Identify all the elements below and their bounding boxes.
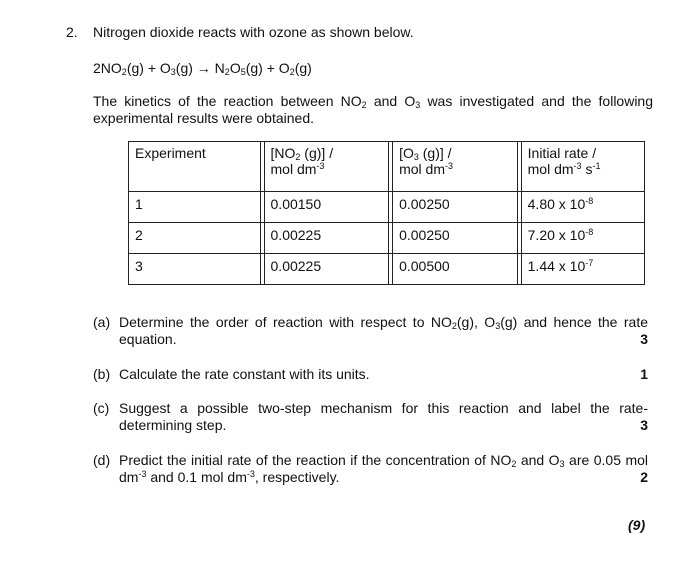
part-a-marks: 3: [640, 331, 648, 347]
cell-experiment: 3: [129, 254, 261, 285]
part-d-text: Predict the initial rate of the reaction if the concentration of $NO_2$ and $O_3$ are 0.05 mol $dm^{-3}$ and 0.1 mol $dm^{-3}$, respectively.: [119, 452, 649, 485]
part-c-label: (c): [93, 400, 110, 416]
cell-experiment: 2: [129, 223, 261, 254]
cell-rate: 1.44 x $10^{-7}$: [517, 254, 644, 285]
cell-no2: 0.00225: [260, 223, 389, 254]
cell-o3: 0.00500: [389, 254, 518, 285]
total-marks: (9): [628, 517, 646, 533]
header-no2: [$NO_2$ (g)] / mol $dm^{-3}$: [260, 142, 389, 192]
question-number: 2.: [66, 24, 78, 40]
cell-rate: 7.20 x $10^{-8}$: [517, 223, 644, 254]
part-c-text: Suggest a possible two-step mechanism for this reaction and label the rate-determining step.: [119, 400, 648, 433]
cell-rate: 4.80 x $10^{-8}$: [517, 192, 644, 223]
cell-o3: 0.00250: [389, 192, 518, 223]
cell-experiment: 1: [129, 192, 261, 223]
cell-no2: 0.00150: [260, 192, 389, 223]
part-c: [93, 400, 648, 434]
part-c-marks: 3: [640, 417, 648, 433]
table-row: [129, 223, 645, 254]
question-title: Nitrogen dioxide reacts with ozone as shown below.: [93, 24, 414, 40]
intro-text: The kinetics of the reaction between $NO_2$ and $O_3$ was investigated and the following experimental results were obtained.: [93, 93, 654, 126]
cell-o3: 0.00250: [389, 223, 518, 254]
table-row: [129, 254, 645, 285]
part-b-text: Calculate the rate constant with its units.: [119, 366, 370, 382]
kinetics-table: [128, 141, 645, 285]
table-header-row: [129, 142, 645, 192]
header-o3: [$O_3$ (g)] / mol $dm^{-3}$: [389, 142, 518, 192]
part-d: [93, 452, 648, 486]
cell-no2: 0.00225: [260, 254, 389, 285]
part-a-text: Determine the order of reaction with respect to $NO_2(g)$, $O_3(g)$ and hence the rate equation.: [119, 314, 648, 347]
header-experiment: Experiment: [129, 142, 261, 192]
part-b: [93, 366, 648, 383]
part-d-marks: 2: [640, 469, 648, 485]
part-b-label: (b): [93, 366, 111, 382]
part-a-label: (a): [93, 314, 111, 330]
part-d-label: (d): [93, 452, 111, 468]
part-b-marks: 1: [640, 366, 648, 382]
part-a: [93, 314, 648, 348]
header-rate: Initial rate / mol $dm^{-3}$ $s^{-1}$: [517, 142, 644, 192]
table-row: [129, 192, 645, 223]
reaction-equation: $2NO_2(g) + O_3(g) \to N_2O_5(g) + O_2(g)$: [93, 60, 312, 77]
